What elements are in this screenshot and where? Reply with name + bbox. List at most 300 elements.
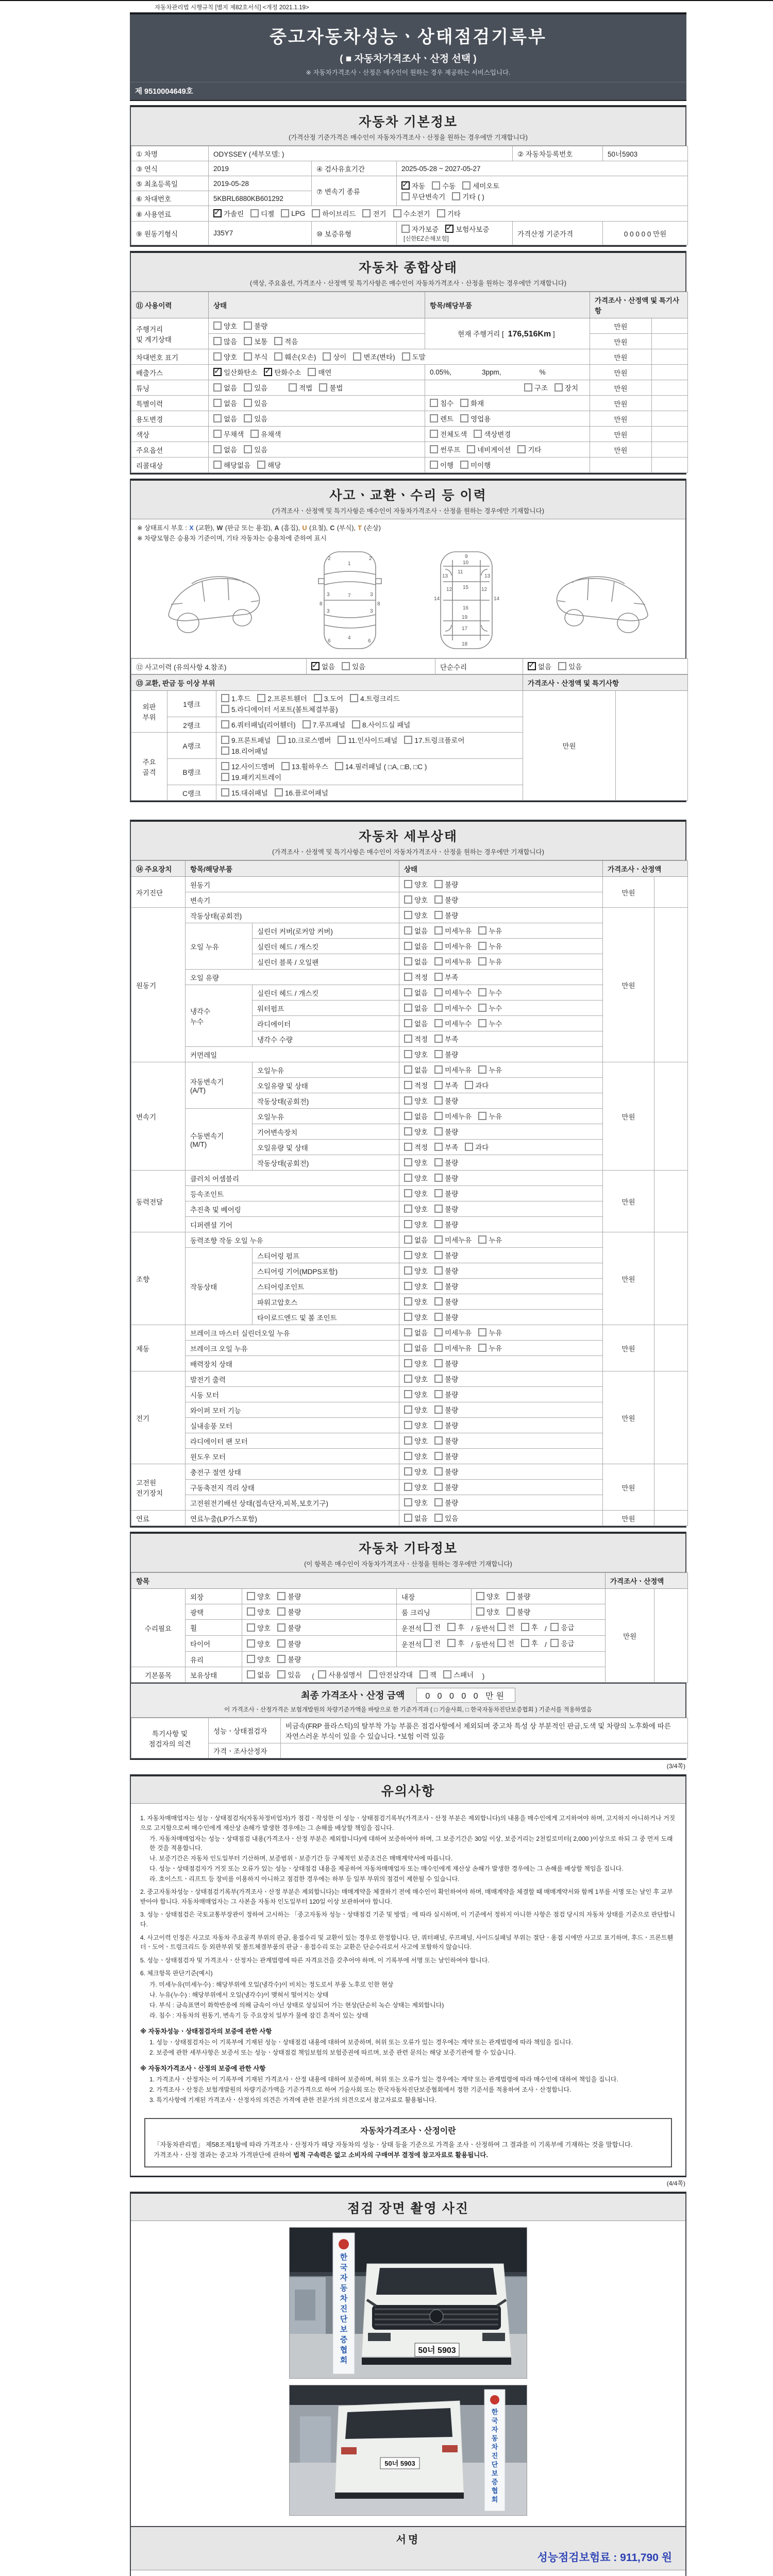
checkbox[interactable] [434,1436,443,1445]
checkbox[interactable] [277,1639,285,1648]
checkbox[interactable] [244,337,252,345]
checkbox[interactable] [478,988,486,996]
checkbox[interactable] [244,445,252,453]
checkbox-label: 도말 [412,353,426,361]
checkbox-label: 불량 [517,1593,531,1601]
checkbox-label: 3.도어 [324,695,344,703]
checkbox[interactable] [434,942,443,950]
checkbox[interactable] [434,1220,443,1228]
checkbox[interactable] [404,1112,412,1120]
checkbox[interactable] [424,1639,432,1647]
checkbox[interactable] [404,1019,412,1027]
checkbox[interactable] [517,445,526,453]
checkbox[interactable] [434,1235,443,1244]
damage-symbol-label: (판금 또는 용접), [223,524,274,532]
checkbox[interactable] [274,337,282,345]
checkbox-label: 10.크로스멤버 [288,737,331,744]
checkbox[interactable] [460,399,468,407]
item-label-cell: 동력조향 작동 오일 누유 [186,1232,399,1248]
checkbox[interactable] [404,1390,412,1398]
checkbox[interactable] [221,736,229,744]
checkbox[interactable] [434,1514,443,1522]
checkbox-option [404,1250,428,1260]
checkbox[interactable] [404,880,412,888]
checkbox[interactable] [314,694,322,702]
checkbox[interactable] [257,461,265,469]
checkbox[interactable] [289,383,297,392]
checkbox[interactable] [308,368,316,376]
state-cell [472,1589,606,1604]
checkbox[interactable] [277,1607,285,1616]
svg-text:12: 12 [481,587,488,592]
checkbox-label: 전기 [373,210,386,218]
state-cell [399,1511,603,1526]
item-label-cell: 광택 [186,1604,242,1620]
checkbox[interactable] [369,1670,377,1679]
damage-symbol-label: (요철), [307,524,330,532]
checkbox-label: 기타 ( ) [462,193,484,201]
checkbox[interactable] [497,1623,506,1631]
checkbox[interactable] [521,1623,529,1631]
checkbox[interactable] [404,1096,412,1105]
checkbox[interactable] [221,720,229,728]
checkbox[interactable] [419,1670,428,1679]
checkbox-option [221,704,338,714]
checkbox[interactable] [404,1174,412,1182]
checkbox[interactable] [434,895,443,904]
etc-info-table [131,1572,685,1683]
checkbox[interactable] [404,1514,412,1522]
checkbox[interactable] [404,911,412,919]
price-cell: 만원 [590,334,652,349]
checkbox[interactable] [277,1623,285,1632]
checkbox[interactable] [404,1065,412,1074]
checkbox-option [221,745,268,756]
document-subtitle-note: ※ 자동차가격조사ㆍ산정은 매수인이 원하는 경우 제공하는 서비스입니다. [306,69,511,76]
checkbox[interactable] [434,911,443,919]
checkbox-option [404,910,428,920]
inline-text: 운전석 [401,1625,422,1633]
checkbox-label: 미세누유 [445,1066,472,1074]
checkbox[interactable] [353,352,361,361]
state-cell [242,1636,397,1652]
confirmation-statement [131,2570,685,2576]
checkbox[interactable] [445,225,453,233]
checkbox[interactable] [277,1670,285,1679]
checkbox-label: 누유 [489,1236,502,1244]
checkbox-label: 양호 [414,1484,428,1492]
state-cell [399,970,603,985]
checkbox[interactable] [478,1019,486,1027]
checkbox-option [404,1451,428,1461]
checkbox[interactable] [221,788,229,796]
checkbox[interactable] [250,209,259,217]
checkbox[interactable] [311,662,320,670]
checkbox[interactable] [478,1004,486,1012]
checkbox[interactable] [550,1623,559,1631]
checkbox-option [432,180,456,191]
checkbox-option [244,413,267,423]
checkbox-option [434,972,458,982]
checkbox-option [517,444,541,454]
checkbox[interactable] [277,1655,285,1663]
table-row [131,146,688,161]
checkbox[interactable] [434,1483,443,1491]
checkbox[interactable] [434,1096,443,1105]
checkbox[interactable] [275,788,283,796]
checkbox[interactable] [352,720,360,728]
checkbox[interactable] [221,773,229,781]
checkbox[interactable] [404,1297,412,1306]
checkbox[interactable] [404,1405,412,1414]
checkbox-option [434,1095,458,1106]
table-row [131,380,688,396]
checkbox[interactable] [404,1266,412,1275]
checkbox[interactable] [312,209,320,217]
checkbox[interactable] [404,1158,412,1166]
checkbox[interactable] [434,1498,443,1506]
checkbox[interactable] [257,694,265,702]
checkbox[interactable] [478,1344,486,1352]
checkbox[interactable] [404,926,412,935]
checkbox[interactable] [434,957,443,965]
checkbox[interactable] [350,694,358,702]
checkbox[interactable] [213,399,222,407]
checkbox[interactable] [318,1670,326,1679]
checkbox[interactable] [335,762,343,770]
checkbox-option [274,336,298,346]
checkbox[interactable] [342,662,350,670]
checkbox[interactable] [434,1019,443,1027]
checkbox[interactable] [434,1452,443,1460]
checkbox[interactable] [404,1035,412,1043]
checkbox[interactable] [404,736,412,744]
checkbox[interactable] [430,430,438,438]
checkbox[interactable] [462,181,470,190]
checkbox[interactable] [528,662,536,670]
checkbox[interactable] [362,209,371,217]
checkbox[interactable] [213,430,222,438]
checkbox[interactable] [404,1375,412,1383]
checkbox[interactable] [434,1143,443,1151]
checkbox[interactable] [244,414,252,422]
checkbox[interactable] [213,209,222,217]
checkbox[interactable] [404,1220,412,1228]
checkbox[interactable] [434,880,443,888]
checkbox[interactable] [244,352,252,361]
checkbox[interactable] [478,957,486,965]
checkbox[interactable] [434,1266,443,1275]
checkbox[interactable] [213,337,222,345]
checkbox[interactable] [478,1328,486,1336]
checkbox[interactable] [244,321,252,330]
checkbox-label: 불량 [445,1314,459,1321]
checkbox[interactable] [430,461,438,469]
checkbox[interactable] [452,192,460,200]
checkbox[interactable] [434,1421,443,1429]
checkbox[interactable] [404,1452,412,1460]
item-label-cell: 연료누출(LP가스포함) [186,1511,399,1526]
checkbox-option [478,1003,502,1013]
checkbox[interactable] [213,414,222,422]
checkbox[interactable] [404,1313,412,1321]
checkbox[interactable] [521,1639,529,1647]
checkbox[interactable] [404,1282,412,1290]
value-cell: 5KBRL6880KB601292 [209,191,312,206]
notice-paragraph: 1. 성능ㆍ상태점검자는 이 기록부에 기재된 성능ㆍ상태점검 내용에 대하여 보증하며, 허위 또는 오류가 있는 경우에는 계약 또는 관계법령에 따라 책임을 집니다. [149,2038,573,2046]
checkbox[interactable] [277,1592,285,1600]
checkbox[interactable] [434,973,443,981]
checkbox-label: 후 [458,1624,465,1632]
checkbox[interactable] [247,1670,255,1679]
checkbox[interactable] [250,430,259,438]
item-label-cell: 윈도우 모터 [186,1449,399,1464]
checkbox[interactable] [476,1607,484,1616]
checkbox[interactable] [478,1065,486,1074]
item-label-cell: 휠 [186,1620,242,1636]
svg-text:14: 14 [434,596,440,602]
checkbox[interactable] [478,942,486,950]
checkbox[interactable] [434,1375,443,1383]
checkbox[interactable] [213,352,222,361]
checkbox[interactable] [434,926,443,935]
checkbox[interactable] [507,1607,515,1616]
checkbox[interactable] [247,1639,255,1648]
checkbox-option [404,1358,428,1368]
checkbox[interactable] [434,1467,443,1476]
checkbox[interactable] [434,1405,443,1414]
checkbox-label: 불량 [445,1252,459,1260]
checkbox[interactable] [434,1359,443,1367]
checkbox[interactable] [404,1205,412,1213]
blank-cell [652,318,688,334]
checkbox[interactable] [213,383,222,392]
checkbox[interactable] [434,1050,443,1058]
checkbox[interactable] [434,1127,443,1136]
checkbox[interactable] [401,192,410,200]
checkbox-label: 미세누수 [445,1020,472,1028]
checkbox-option [434,1064,472,1075]
price-cell: 만원 [603,908,654,1062]
checkbox[interactable] [244,399,252,407]
svg-text:4: 4 [347,635,351,641]
checkbox-option [443,1669,474,1680]
checkbox[interactable] [434,1081,443,1089]
checkbox-option [213,208,244,218]
checkbox[interactable] [404,1344,412,1352]
checkbox[interactable] [404,1127,412,1136]
checkbox[interactable] [424,1623,432,1631]
checkbox[interactable] [247,1655,255,1663]
checkbox[interactable] [434,1112,443,1120]
checkbox[interactable] [213,368,222,376]
item-label-cell: 등속조인트 [186,1186,399,1201]
damage-symbol-label: (교환), [194,524,216,532]
checkbox[interactable] [281,209,289,217]
checkbox[interactable] [434,1004,443,1012]
checkbox-label: 누수 [489,989,502,997]
checkbox[interactable] [404,957,412,965]
checkbox[interactable] [281,762,290,770]
checkbox[interactable] [478,1235,486,1244]
legend-prefix: ※ 상태표시 부호 : [137,524,189,532]
checkbox[interactable] [404,1359,412,1367]
checkbox[interactable] [476,1592,484,1600]
value-cell: 2019-05-28 [209,176,312,191]
item-label-cell: 외장 [186,1589,242,1604]
checkbox[interactable] [430,414,438,422]
checkbox[interactable] [460,461,468,469]
checkbox-label: 불량 [445,1159,459,1167]
checkbox[interactable] [401,225,410,233]
checkbox[interactable] [264,368,272,376]
state-cell [399,1140,603,1155]
checkbox[interactable] [393,209,401,217]
checkbox[interactable] [434,988,443,996]
price-cell: 만원 [603,1062,654,1171]
checkbox[interactable] [213,321,222,330]
checkbox-option [424,1638,441,1648]
checkbox[interactable] [434,1297,443,1306]
checkbox[interactable] [404,1498,412,1506]
svg-text:13: 13 [442,573,448,579]
checkbox-option [445,224,489,234]
checkbox[interactable] [404,1143,412,1151]
checkbox-label: 적정 [414,974,428,981]
checkbox[interactable] [247,1592,255,1600]
checkbox-option [323,351,346,362]
checkbox[interactable] [404,1328,412,1336]
checkbox[interactable] [213,461,222,469]
price-cell: 만원 [590,442,652,457]
checkbox[interactable] [460,414,468,422]
checkbox[interactable] [404,1251,412,1259]
checkbox[interactable] [432,181,440,190]
checkbox[interactable] [478,926,486,935]
checkbox[interactable] [447,1623,456,1631]
checkbox[interactable] [277,736,285,744]
checkbox[interactable] [221,694,229,702]
checkbox[interactable] [404,1436,412,1445]
item-label-cell: 작동상태(공회전) [186,908,399,923]
checkbox[interactable] [404,1483,412,1491]
checkbox[interactable] [404,1081,412,1089]
checkbox[interactable] [404,988,412,996]
checkbox[interactable] [404,973,412,981]
checkbox[interactable] [434,1313,443,1321]
checkbox-option [250,208,274,218]
checkbox[interactable] [401,181,410,190]
checkbox-label: 매연 [318,369,332,377]
inline-text: / [544,1641,549,1649]
section-title: 자동차 기본정보 [359,115,458,129]
state-cell [209,427,425,442]
checkbox[interactable] [507,1592,515,1600]
checkbox[interactable] [437,209,445,217]
checkbox[interactable] [478,1112,486,1120]
item-label-cell: 보유상태 [186,1667,242,1683]
section-title: 자동차 종합상태 [359,261,458,275]
checkbox-label: 불량 [445,1406,459,1414]
checkbox[interactable] [323,352,331,361]
section-basic-info [130,105,686,247]
inline-text: ) [480,1672,485,1680]
checkbox[interactable] [404,895,412,904]
column-header: ⑭ 주요장치 [131,861,186,877]
checkbox[interactable] [404,1421,412,1429]
checkbox[interactable] [434,1344,443,1352]
checkbox[interactable] [434,1390,443,1398]
checkbox[interactable] [402,352,410,361]
checkbox[interactable] [404,942,412,950]
checkbox[interactable] [430,445,438,453]
checkbox[interactable] [524,383,532,392]
checkbox[interactable] [434,1189,443,1197]
checkbox[interactable] [434,1158,443,1166]
checkbox[interactable] [434,1328,443,1336]
checkbox[interactable] [434,1065,443,1074]
checkbox-label: 누유 [489,943,502,951]
checkbox[interactable] [221,705,229,713]
checkbox[interactable] [497,1639,506,1647]
checkbox[interactable] [434,1174,443,1182]
checkbox[interactable] [434,1282,443,1290]
checkbox[interactable] [467,445,475,453]
price-cell: 만원 [603,1232,654,1325]
checkbox[interactable] [319,383,327,392]
checkbox[interactable] [434,1251,443,1259]
checkbox[interactable] [404,1235,412,1244]
checkbox[interactable] [338,736,346,744]
checkbox[interactable] [443,1670,451,1679]
table-row [131,1604,688,1620]
checkbox[interactable] [274,352,282,361]
section-title: 사고ㆍ교환ㆍ수리 등 이력 [329,488,487,503]
item-label-cell: 실린더 헤드 / 개스킷 [253,985,399,1001]
notice-subheading: ※ 자동차성능ㆍ상태점검자의 보증에 관한 사항 [140,2027,272,2035]
checkbox-option [497,1622,514,1632]
checkbox[interactable] [430,399,438,407]
checkbox[interactable] [558,662,566,670]
checkbox[interactable] [247,1623,255,1632]
checkbox[interactable] [465,1081,473,1089]
checkbox[interactable] [474,430,482,438]
item-label-cell: 내장 [397,1589,472,1604]
checkbox[interactable] [434,1035,443,1043]
checkbox[interactable] [221,747,229,755]
checkbox[interactable] [213,445,222,453]
checkbox[interactable] [465,1143,473,1151]
checkbox[interactable] [303,720,311,728]
svg-text:3: 3 [369,592,373,598]
checkbox[interactable] [550,1639,559,1647]
item-label-cell: 오일 유량 [186,970,399,985]
checkbox[interactable] [404,1467,412,1476]
table-header-row [131,1573,688,1589]
checkbox[interactable] [244,383,252,392]
checkbox[interactable] [404,1004,412,1012]
checkbox[interactable] [404,1189,412,1197]
checkbox-label: 수동 [442,182,456,190]
checkbox[interactable] [404,1050,412,1058]
checkbox[interactable] [447,1639,456,1647]
checkbox-option [434,1018,472,1028]
checkbox[interactable] [247,1607,255,1616]
checkbox[interactable] [554,383,563,392]
checkbox-option [550,1622,574,1632]
checkbox[interactable] [434,1205,443,1213]
checkbox[interactable] [221,762,229,770]
